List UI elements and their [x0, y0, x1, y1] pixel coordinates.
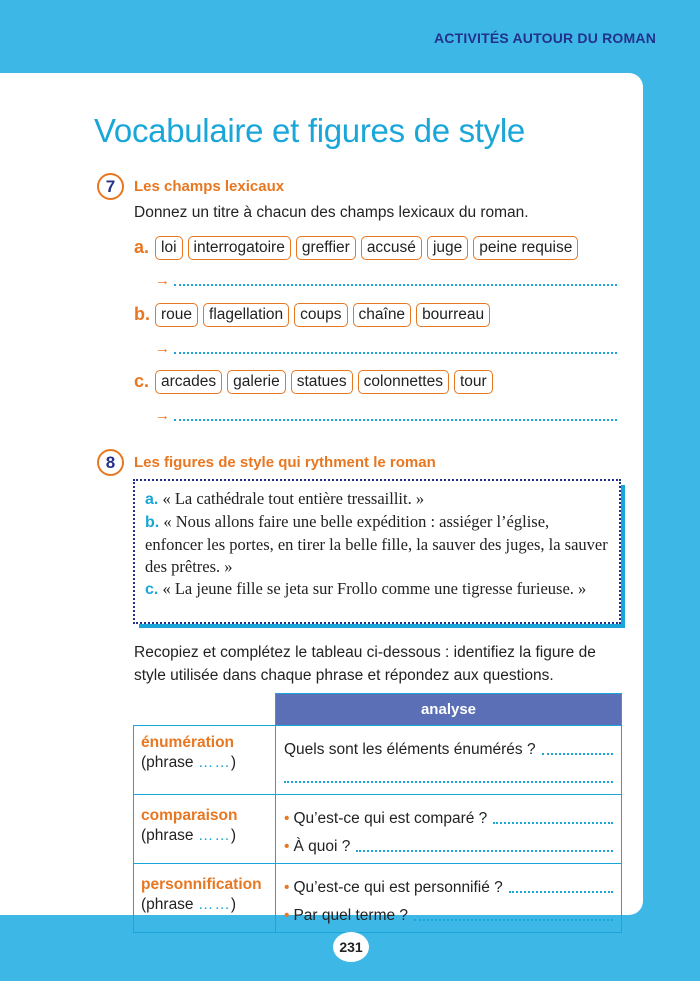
- word-chip: galerie: [227, 370, 286, 394]
- question-text: À quoi ?: [293, 838, 351, 855]
- question-text: Qu’est-ce qui est comparé ?: [293, 810, 488, 827]
- phrase-ref-open: (phrase: [141, 896, 198, 913]
- quote-letter: c.: [145, 581, 159, 598]
- bullet-icon: •: [284, 810, 290, 827]
- row-letter-c: c.: [134, 371, 150, 391]
- word-chip: bourreau: [416, 303, 490, 327]
- phrase-ref[interactable]: [141, 895, 268, 915]
- word-chip: interrogatoire: [188, 236, 291, 260]
- dotted-answer-field[interactable]: [414, 919, 613, 921]
- bullet-icon: •: [284, 907, 290, 924]
- phrase-ref-open: (phrase: [141, 827, 198, 844]
- answer-line-c: [155, 407, 617, 424]
- phrase-ref-dots: ……: [197, 827, 231, 844]
- page-number: 231: [333, 932, 369, 962]
- arrow-icon: →: [155, 272, 170, 289]
- exercise-8-instruction: Recopiez et complétez le tableau ci-dessous : identifiez la figure de style utilisée dans chaque phrase et répondez aux questions.: [134, 644, 596, 684]
- question-text: Quels sont les éléments énumérés ?: [284, 741, 536, 758]
- word-chip: roue: [155, 303, 198, 327]
- answer-line-b: [155, 340, 617, 357]
- word-chips-c: [155, 370, 493, 394]
- exercise-number-7: 7: [97, 173, 124, 200]
- phrase-ref-open: (phrase: [141, 754, 198, 771]
- question-line[interactable]: [284, 732, 613, 760]
- quote-letter: a.: [145, 491, 159, 508]
- figure-label: comparaison: [141, 807, 238, 824]
- table-row: [134, 795, 622, 864]
- phrase-ref-close: ): [230, 827, 237, 844]
- word-chip: chaîne: [353, 303, 412, 327]
- question-text: Par quel terme ?: [293, 907, 409, 924]
- row-letter-a: a.: [134, 237, 150, 257]
- quote-box-shadow: [621, 485, 625, 628]
- phrase-ref-close: ): [230, 896, 237, 913]
- word-chip: peine requise: [473, 236, 578, 260]
- quote-text: « La cathédrale tout entière tressaillit. »: [162, 489, 425, 508]
- question-cell: [276, 795, 622, 864]
- dotted-answer-field[interactable]: [509, 891, 613, 893]
- page-title: Vocabulaire et figures de style: [94, 112, 525, 149]
- word-chips-a: [155, 236, 578, 260]
- question-cell: [276, 726, 622, 795]
- figure-label: personnification: [141, 876, 262, 893]
- table-row: [134, 864, 622, 933]
- quote-b: [145, 511, 609, 578]
- word-chip: statues: [291, 370, 353, 394]
- exercise-8-title: Les figures de style qui rythment le roman: [134, 454, 436, 471]
- figure-label-cell: [134, 795, 276, 864]
- question-line[interactable]: [284, 829, 613, 857]
- quote-a: [145, 488, 609, 511]
- question-cell: [276, 864, 622, 933]
- word-chip: arcades: [155, 370, 222, 394]
- word-chip: tour: [454, 370, 493, 394]
- bullet-icon: •: [284, 838, 290, 855]
- question-line[interactable]: [284, 898, 613, 926]
- section-header: ACTIVITÉS AUTOUR DU ROMAN: [434, 30, 656, 46]
- phrase-ref[interactable]: [141, 753, 268, 773]
- bullet-icon: •: [284, 879, 290, 896]
- arrow-icon: →: [155, 340, 170, 357]
- dotted-answer-field[interactable]: [174, 411, 617, 421]
- exercise-number-8: 8: [97, 449, 124, 476]
- word-chip: greffier: [296, 236, 356, 260]
- word-chip: accusé: [361, 236, 422, 260]
- word-chip: colonnettes: [358, 370, 449, 394]
- dotted-answer-field[interactable]: [493, 822, 613, 824]
- table-row: [134, 726, 622, 795]
- word-chip: loi: [155, 236, 183, 260]
- answer-line-a: [155, 272, 617, 289]
- dotted-answer-field[interactable]: [542, 753, 613, 755]
- dotted-answer-field[interactable]: [356, 850, 613, 852]
- exercise-7-title: Les champs lexicaux: [134, 178, 285, 195]
- dotted-answer-field[interactable]: [284, 781, 613, 783]
- table-corner: [134, 694, 276, 726]
- quote-text: « La jeune fille se jeta sur Frollo comme une tigresse furieuse. »: [162, 579, 587, 598]
- word-chips-b: [155, 303, 490, 327]
- arrow-icon: →: [155, 407, 170, 424]
- figure-label-cell: [134, 864, 276, 933]
- quote-box-shadow: [139, 624, 625, 628]
- question-line[interactable]: [284, 801, 613, 829]
- exercise-7-instruction: Donnez un titre à chacun des champs lexicaux du roman.: [134, 204, 529, 221]
- word-chip: juge: [427, 236, 468, 260]
- figure-label-cell: [134, 726, 276, 795]
- quote-letter: b.: [145, 514, 160, 531]
- analysis-table: [133, 693, 622, 933]
- quote-c: [145, 578, 609, 601]
- quote-box: [133, 479, 621, 624]
- phrase-ref-dots: ……: [197, 896, 231, 913]
- phrase-ref[interactable]: [141, 826, 268, 846]
- word-chip: coups: [294, 303, 347, 327]
- dotted-answer-field[interactable]: [174, 276, 617, 286]
- table-header-analyse: analyse: [276, 694, 622, 726]
- question-line[interactable]: [284, 760, 613, 788]
- quote-text: « Nous allons faire une belle expédition : assiéger l’église, enfoncer les portes, en tirer la belle fille, la sauver des juges, la sauver des prêtres. »: [145, 512, 608, 576]
- phrase-ref-dots: ……: [197, 754, 231, 771]
- phrase-ref-close: ): [230, 754, 237, 771]
- word-chip: flagellation: [203, 303, 289, 327]
- question-line[interactable]: [284, 870, 613, 898]
- figure-label: énumération: [141, 734, 235, 751]
- question-text: Qu’est-ce qui est personnifié ?: [293, 879, 503, 896]
- row-letter-b: b.: [134, 304, 150, 324]
- dotted-answer-field[interactable]: [174, 344, 617, 354]
